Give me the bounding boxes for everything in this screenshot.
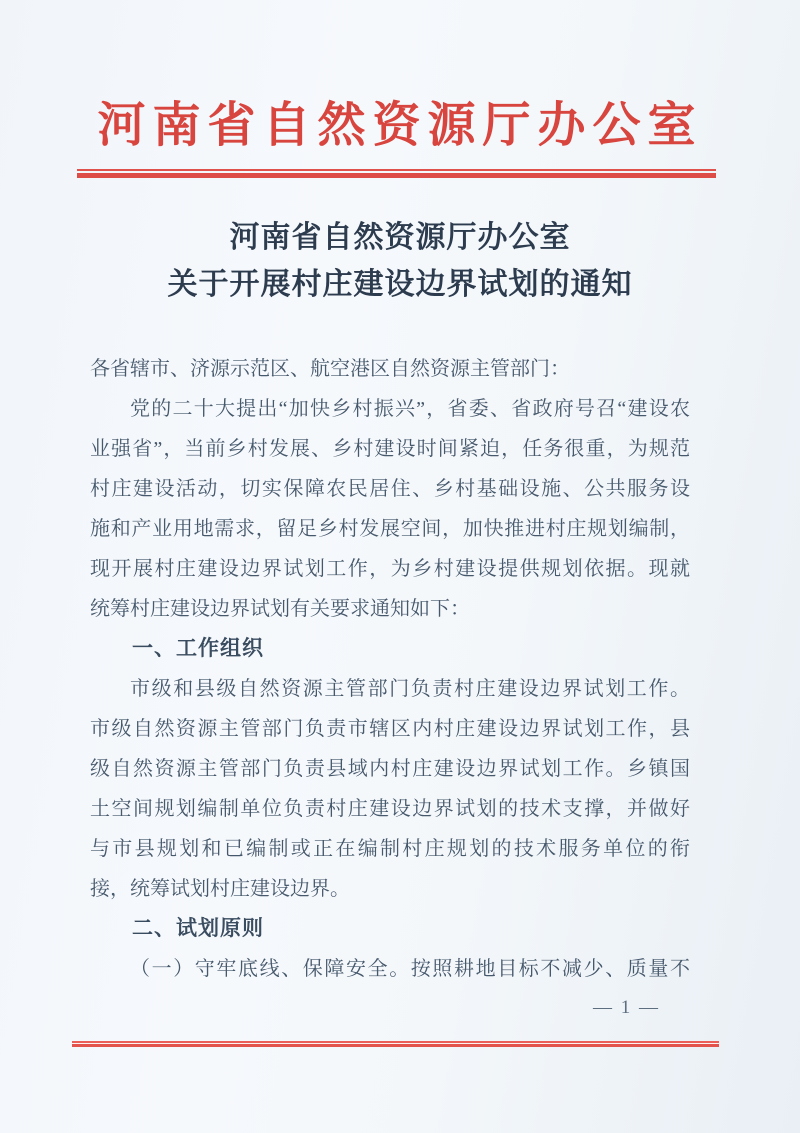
body-line: （一）守牢底线、保障安全。按照耕地目标不减少、质量不 (130, 958, 690, 980)
body-line: 接，统筹试划村庄建设边界。 (90, 878, 350, 900)
red-divider (77, 169, 716, 178)
page-number: — 1 — (593, 997, 660, 1018)
notice-title (0, 214, 800, 308)
notice-body (90, 349, 690, 989)
notice-title-line1: 河南省自然资源厅办公室 (229, 221, 571, 254)
body-line-salutation: 各省辖市、济源示范区、航空港区自然资源主管部门： (90, 358, 570, 380)
body-line: 统筹村庄建设边界试划有关要求通知如下： (90, 598, 470, 620)
letterhead-title: 河南省自然资源厅办公室 (97, 99, 703, 152)
notice-title-line2: 关于开展村庄建设边界试划的通知 (167, 268, 633, 301)
body-line: 现开展村庄建设边界试划工作，为乡村建设提供规划依据。现就 (90, 558, 690, 580)
body-line: 业强省”，当前乡村发展、乡村建设时间紧迫，任务很重，为规范 (90, 438, 690, 460)
red-divider-thick-rule (77, 173, 716, 178)
footer-red-line (72, 1041, 719, 1047)
body-line: 施和产业用地需求，留足乡村发展空间，加快推进村庄规划编制， (90, 518, 690, 540)
section-heading-2: 二、试划原则 (132, 917, 264, 940)
footer-red-line-bottom (72, 1044, 719, 1047)
body-line: 与市县规划和已编制或正在编制村庄规划的技术服务单位的衔 (90, 838, 690, 860)
section-heading-1: 一、工作组织 (132, 637, 264, 660)
body-line: 级自然资源主管部门负责县域内村庄建设边界试划工作。乡镇国 (90, 758, 690, 780)
body-line: 土空间规划编制单位负责村庄建设边界试划的技术支撑，并做好 (90, 798, 690, 820)
body-line: 市级自然资源主管部门负责市辖区内村庄建设边界试划工作，县 (90, 718, 690, 740)
body-line: 市级和县级自然资源主管部门负责村庄建设边界试划工作。 (130, 678, 690, 700)
body-line: 村庄建设活动，切实保障农民居住、乡村基础设施、公共服务设 (90, 478, 690, 500)
body-line: 党的二十大提出“加快乡村振兴”，省委、省政府号召“建设农 (130, 398, 690, 420)
